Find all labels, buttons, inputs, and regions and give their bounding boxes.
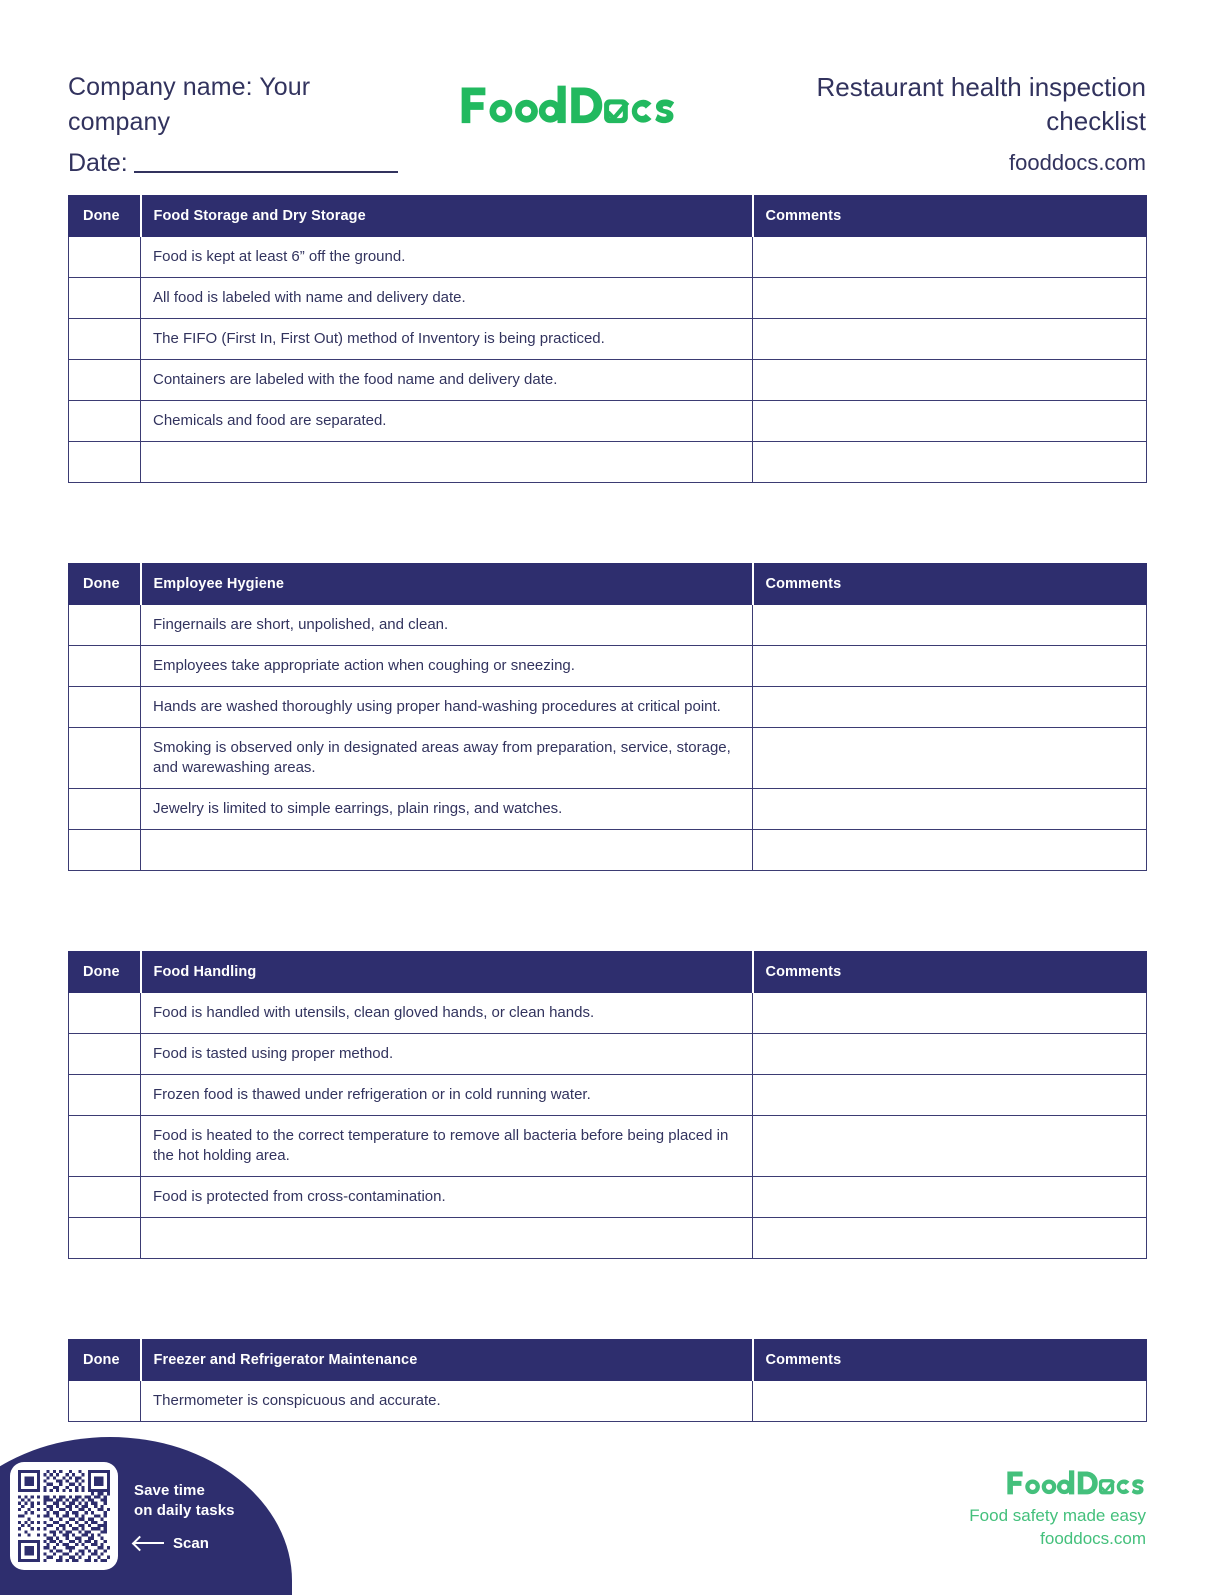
table-header-row	[69, 196, 1147, 237]
comment-input-cell[interactable]	[753, 1075, 1147, 1116]
done-checkbox-cell[interactable]	[69, 237, 141, 278]
date-label: Date:	[68, 149, 128, 177]
qr-code-icon[interactable]	[10, 1462, 118, 1570]
comment-input-cell[interactable]	[753, 687, 1147, 728]
column-header-comments: Comments	[753, 1340, 1147, 1381]
checklist-item-label: All food is labeled with name and delivery date.	[141, 278, 753, 319]
header-url: fooddocs.com	[1009, 150, 1146, 175]
checklist-item-label: The FIFO (First In, First Out) method of Inventory is being practiced.	[141, 319, 753, 360]
fooddocs-logo-footer-icon	[846, 1468, 1146, 1500]
table-row-blank	[69, 830, 1147, 871]
checklist-item-label: Food is handled with utensils, clean gloved hands, or clean hands.	[141, 993, 753, 1034]
table-row	[69, 1116, 1147, 1177]
table-row-blank	[69, 1218, 1147, 1259]
table-row	[69, 993, 1147, 1034]
table-row	[69, 789, 1147, 830]
column-header-section-title: Food Handling	[141, 952, 753, 993]
done-checkbox-cell[interactable]	[69, 728, 141, 789]
table-row	[69, 1075, 1147, 1116]
checklist-item-label: Smoking is observed only in designated areas away from preparation, service, storage, and warewashing areas.	[141, 728, 753, 789]
checklist-item-label: Thermometer is conspicuous and accurate.	[141, 1381, 753, 1422]
done-checkbox-cell[interactable]	[69, 1381, 141, 1422]
table-row	[69, 1177, 1147, 1218]
comment-input-cell[interactable]	[753, 605, 1147, 646]
table-row	[69, 237, 1147, 278]
table-row	[69, 728, 1147, 789]
column-header-section-title: Employee Hygiene	[141, 564, 753, 605]
table-row	[69, 687, 1147, 728]
done-checkbox-cell[interactable]	[69, 1116, 141, 1177]
checklist-tables	[68, 195, 1146, 1422]
table-header-row	[69, 1340, 1147, 1381]
company-name-label: Company name: Your company	[68, 73, 311, 136]
date-field-row	[68, 148, 398, 178]
scan-row	[134, 1535, 235, 1552]
comment-input-cell[interactable]	[753, 360, 1147, 401]
comment-input-cell[interactable]	[753, 1034, 1147, 1075]
checklist-item-blank[interactable]	[141, 1218, 753, 1259]
comment-input-cell[interactable]	[753, 442, 1147, 483]
done-checkbox-cell[interactable]	[69, 993, 141, 1034]
column-header-comments: Comments	[753, 564, 1147, 605]
table-header-row	[69, 952, 1147, 993]
scan-label: Scan	[173, 1534, 209, 1552]
comment-input-cell[interactable]	[753, 278, 1147, 319]
done-checkbox-cell[interactable]	[69, 360, 141, 401]
header-logo	[453, 82, 683, 129]
table-row	[69, 1034, 1147, 1075]
table-row	[69, 605, 1147, 646]
table-row	[69, 278, 1147, 319]
column-header-comments: Comments	[753, 952, 1147, 993]
done-checkbox-cell[interactable]	[69, 1075, 141, 1116]
badge-line-1: Save time	[134, 1481, 205, 1499]
checklist-item-label: Hands are washed thoroughly using proper hand-washing procedures at critical point.	[141, 687, 753, 728]
done-checkbox-cell[interactable]	[69, 687, 141, 728]
scan-promo-text	[134, 1481, 235, 1552]
column-header-done: Done	[69, 196, 141, 237]
footer-branding	[846, 1468, 1146, 1550]
done-checkbox-cell[interactable]	[69, 1177, 141, 1218]
column-header-comments: Comments	[753, 196, 1147, 237]
column-header-done: Done	[69, 564, 141, 605]
page-title: Restaurant health inspection checklist	[816, 72, 1146, 136]
date-input-line[interactable]	[134, 170, 398, 173]
page-header	[68, 70, 1146, 188]
checklist-item-label: Food is tasted using proper method.	[141, 1034, 753, 1075]
footer-url: fooddocs.com	[1040, 1529, 1146, 1548]
done-checkbox-cell[interactable]	[69, 1218, 141, 1259]
table-header-row	[69, 564, 1147, 605]
done-checkbox-cell[interactable]	[69, 319, 141, 360]
comment-input-cell[interactable]	[753, 1381, 1147, 1422]
comment-input-cell[interactable]	[753, 830, 1147, 871]
badge-line-2: on daily tasks	[134, 1501, 235, 1519]
checklist-item-label: Chemicals and food are separated.	[141, 401, 753, 442]
checklist-item-label: Containers are labeled with the food name and delivery date.	[141, 360, 753, 401]
footer-tagline: Food safety made easy	[969, 1506, 1146, 1525]
checklist-item-label: Employees take appropriate action when coughing or sneezing.	[141, 646, 753, 687]
header-left	[68, 70, 398, 178]
table-row	[69, 1381, 1147, 1422]
checklist-item-label: Food is heated to the correct temperature to remove all bacteria before being placed in the hot holding area.	[141, 1116, 753, 1177]
comment-input-cell[interactable]	[753, 789, 1147, 830]
column-header-section-title: Freezer and Refrigerator Maintenance	[141, 1340, 753, 1381]
scan-promo-badge	[0, 1437, 292, 1595]
section-table-food-handling	[68, 951, 1147, 1259]
checklist-item-label: Fingernails are short, unpolished, and clean.	[141, 605, 753, 646]
comment-input-cell[interactable]	[753, 993, 1147, 1034]
done-checkbox-cell[interactable]	[69, 442, 141, 483]
comment-input-cell[interactable]	[753, 319, 1147, 360]
table-row	[69, 360, 1147, 401]
done-checkbox-cell[interactable]	[69, 605, 141, 646]
column-header-done: Done	[69, 1340, 141, 1381]
done-checkbox-cell[interactable]	[69, 646, 141, 687]
header-right	[716, 70, 1146, 176]
comment-input-cell[interactable]	[753, 728, 1147, 789]
table-row	[69, 319, 1147, 360]
section-table-freezer-and-refrigerator-maintenance	[68, 1339, 1147, 1422]
column-header-done: Done	[69, 952, 141, 993]
column-header-section-title: Food Storage and Dry Storage	[141, 196, 753, 237]
comment-input-cell[interactable]	[753, 1116, 1147, 1177]
done-checkbox-cell[interactable]	[69, 278, 141, 319]
fooddocs-logo-icon	[458, 82, 677, 124]
comment-input-cell[interactable]	[753, 237, 1147, 278]
checklist-item-label: Food is protected from cross-contamination.	[141, 1177, 753, 1218]
table-row	[69, 646, 1147, 687]
section-table-employee-hygiene	[68, 563, 1147, 871]
section-table-food-storage-and-dry-storage	[68, 195, 1147, 483]
checklist-item-blank[interactable]	[141, 830, 753, 871]
comment-input-cell[interactable]	[753, 1218, 1147, 1259]
checklist-item-label: Jewelry is limited to simple earrings, plain rings, and watches.	[141, 789, 753, 830]
table-row-blank	[69, 442, 1147, 483]
done-checkbox-cell[interactable]	[69, 789, 141, 830]
checklist-item-label: Food is kept at least 6” off the ground.	[141, 237, 753, 278]
done-checkbox-cell[interactable]	[69, 830, 141, 871]
checklist-item-blank[interactable]	[141, 442, 753, 483]
scan-promo-content	[0, 1437, 292, 1595]
table-row	[69, 401, 1147, 442]
checklist-item-label: Frozen food is thawed under refrigeration or in cold running water.	[141, 1075, 753, 1116]
comment-input-cell[interactable]	[753, 401, 1147, 442]
done-checkbox-cell[interactable]	[69, 1034, 141, 1075]
comment-input-cell[interactable]	[753, 1177, 1147, 1218]
comment-input-cell[interactable]	[753, 646, 1147, 687]
arrow-left-icon	[134, 1542, 164, 1544]
done-checkbox-cell[interactable]	[69, 401, 141, 442]
